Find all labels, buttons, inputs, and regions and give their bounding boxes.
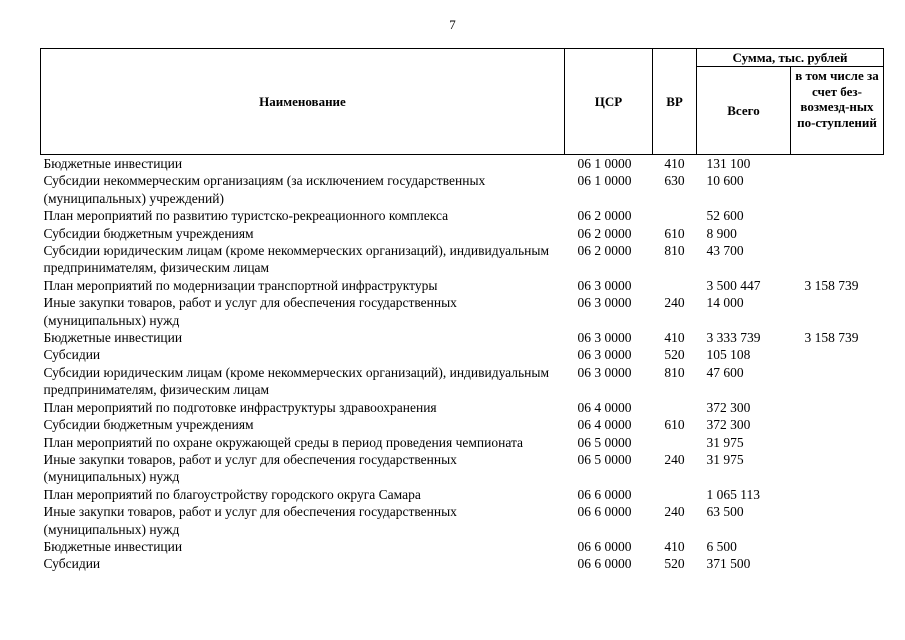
row-total: 63 500: [706, 504, 744, 520]
header-name: Наименование: [41, 49, 565, 155]
row-name: Бюджетные инвестиции: [43, 330, 183, 346]
row-total: 131 100: [706, 156, 751, 171]
row-vr: 810: [664, 364, 685, 380]
row-incl-free: [791, 225, 884, 242]
row-total: 52 600: [706, 208, 744, 224]
row-incl-free: [791, 434, 884, 451]
table-row: [41, 538, 884, 555]
header-total: Всего: [697, 67, 791, 155]
table-row: [41, 225, 884, 242]
row-vr: 520: [664, 556, 685, 572]
row-total: 8 900: [706, 225, 737, 241]
table-row: [41, 155, 884, 173]
row-name: Иные закупки товаров, работ и услуг для обеспечения государственных (муниципальных) нужд: [43, 504, 457, 537]
row-vr: 630: [664, 173, 685, 189]
row-incl-free: 3 158 739: [804, 277, 859, 293]
row-csr: 06 5 0000: [577, 451, 632, 467]
row-csr: 06 3 0000: [577, 364, 632, 380]
row-vr: 410: [664, 330, 685, 346]
row-vr: 240: [664, 451, 685, 467]
row-total: 10 600: [706, 173, 744, 189]
row-incl-free: [791, 172, 884, 207]
row-name: Субсидии: [43, 347, 101, 363]
table-row: [41, 329, 884, 346]
header-vr: ВР: [653, 49, 697, 155]
table-row: [41, 503, 884, 538]
row-name: Иные закупки товаров, работ и услуг для обеспечения государственных (муниципальных) нужд: [43, 295, 457, 328]
row-total: 371 500: [706, 556, 751, 572]
row-csr: 06 1 0000: [577, 173, 632, 189]
row-name: Бюджетные инвестиции: [43, 538, 183, 554]
header-sum-group: Сумма, тыс. рублей: [697, 49, 884, 67]
row-csr: 06 6 0000: [577, 486, 632, 502]
row-csr: 06 3 0000: [577, 277, 632, 293]
row-total: 14 000: [706, 295, 744, 311]
row-incl-free: [791, 555, 884, 572]
row-name: План мероприятий по развитию туристско-рекреационного комплекса: [43, 208, 449, 224]
row-incl-free: [791, 294, 884, 329]
row-csr: 06 2 0000: [577, 208, 632, 224]
table-row: [41, 486, 884, 503]
row-csr: 06 1 0000: [577, 156, 632, 171]
row-total: 3 333 739: [706, 330, 761, 346]
row-incl-free: [791, 416, 884, 433]
row-csr: 06 3 0000: [577, 330, 632, 346]
row-incl-free: [791, 451, 884, 486]
row-name: Субсидии юридическим лицам (кроме некоммерческих организаций), индивидуальным предпринимателям, физическим лицам: [43, 364, 550, 398]
row-total: 6 500: [706, 538, 737, 554]
row-vr: 240: [664, 295, 685, 311]
row-vr: [653, 277, 697, 294]
row-vr: 410: [664, 156, 685, 171]
row-total: 372 300: [706, 399, 751, 415]
row-name: План мероприятий по благоустройству городского округа Самара: [43, 486, 421, 502]
row-vr: 410: [664, 538, 685, 554]
row-csr: 06 6 0000: [577, 504, 632, 520]
row-incl-free: [791, 399, 884, 416]
table-row: [41, 555, 884, 572]
row-csr: 06 2 0000: [577, 225, 632, 241]
row-total: 31 975: [706, 451, 744, 467]
row-incl-free: 3 158 739: [804, 330, 859, 346]
row-total: 43 700: [706, 243, 744, 259]
row-name: Бюджетные инвестиции: [43, 156, 183, 171]
row-name: Иные закупки товаров, работ и услуг для обеспечения государственных (муниципальных) нужд: [43, 451, 457, 485]
row-vr: 240: [664, 504, 685, 520]
row-csr: 06 4 0000: [577, 417, 632, 433]
row-name: Субсидии: [43, 556, 101, 572]
table-row: [41, 416, 884, 433]
page-number: 7: [449, 17, 456, 32]
row-incl-free: [791, 346, 884, 363]
row-vr: [653, 434, 697, 451]
row-vr: 610: [664, 417, 685, 433]
table-row: [41, 242, 884, 277]
row-csr: 06 5 0000: [577, 434, 632, 450]
table-row: [41, 451, 884, 486]
table-row: [41, 346, 884, 363]
table-row: [41, 207, 884, 224]
row-csr: 06 3 0000: [577, 295, 632, 311]
row-total: 1 065 113: [706, 486, 760, 502]
row-incl-free: [791, 207, 884, 224]
row-name: План мероприятий по подготовке инфраструктуры здравоохранения: [43, 399, 437, 415]
row-vr: 810: [664, 243, 685, 259]
row-incl-free: [791, 242, 884, 277]
row-csr: 06 2 0000: [577, 243, 632, 259]
table-row: [41, 277, 884, 294]
row-vr: [653, 399, 697, 416]
row-vr: 610: [664, 225, 685, 241]
row-total: 372 300: [706, 417, 751, 433]
row-csr: 06 6 0000: [577, 538, 632, 554]
row-name: План мероприятий по охране окружающей среды в период проведения чемпионата: [43, 434, 524, 450]
row-total: 105 108: [706, 347, 751, 363]
table-body: [41, 155, 884, 573]
table-row: [41, 399, 884, 416]
row-incl-free: [791, 155, 884, 173]
row-name: Субсидии некоммерческим организациям (за исключением государственных (муниципальных) учреждений): [43, 173, 486, 206]
row-name: План мероприятий по модернизации транспортной инфраструктуры: [43, 277, 438, 293]
row-csr: 06 3 0000: [577, 347, 632, 363]
header-csr: ЦСР: [565, 49, 653, 155]
row-vr: [653, 486, 697, 503]
row-name: Субсидии юридическим лицам (кроме некоммерческих организаций), индивидуальным предпринимателям, физическим лицам: [43, 243, 550, 276]
row-total: 31 975: [706, 434, 744, 450]
row-csr: 06 6 0000: [577, 556, 632, 572]
row-total: 47 600: [706, 364, 744, 380]
row-total: 3 500 447: [706, 277, 761, 293]
table-header: [41, 49, 884, 155]
table-row: [41, 364, 884, 399]
table-row: [41, 172, 884, 207]
row-name: Субсидии бюджетным учреждениям: [43, 417, 254, 433]
budget-table: [40, 48, 884, 573]
row-incl-free: [791, 538, 884, 555]
row-incl-free: [791, 503, 884, 538]
row-vr: [653, 207, 697, 224]
table-row: [41, 434, 884, 451]
table-row: [41, 294, 884, 329]
row-name: Субсидии бюджетным учреждениям: [43, 225, 254, 241]
row-csr: 06 4 0000: [577, 399, 632, 415]
header-incl-free: в том числе за счет без-возмезд-ных по-ступлений: [791, 67, 884, 155]
row-vr: 520: [664, 347, 685, 363]
row-incl-free: [791, 364, 884, 399]
row-incl-free: [791, 486, 884, 503]
